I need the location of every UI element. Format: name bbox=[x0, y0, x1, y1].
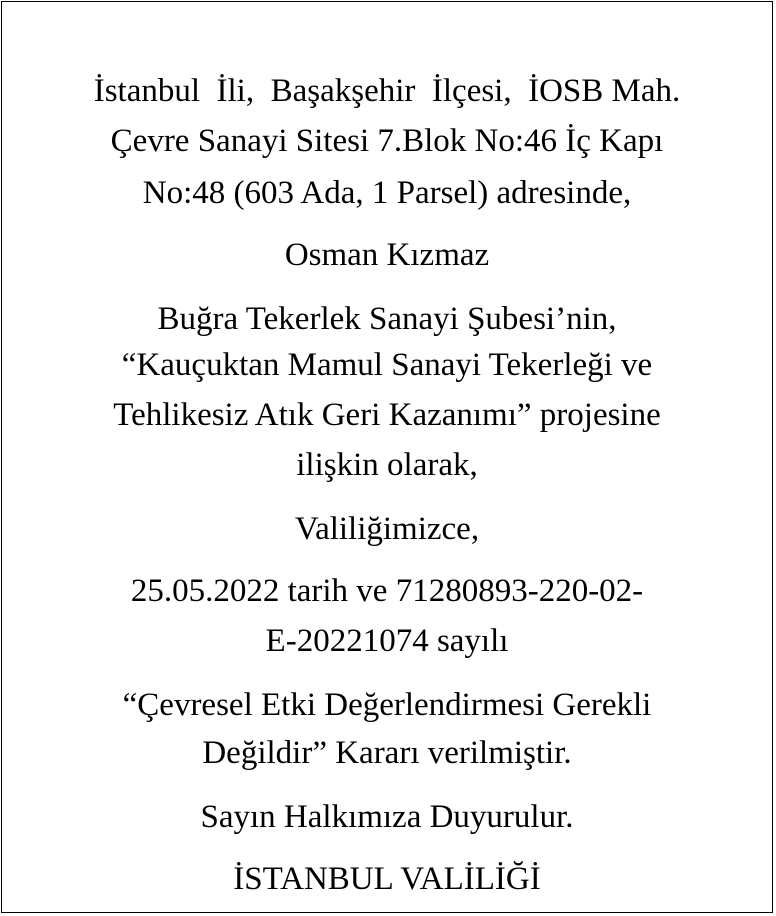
project-line-3: Tehlikesiz Atık Geri Kazanımı” projesine bbox=[113, 397, 661, 433]
project-line-4: ilişkin olarak, bbox=[296, 447, 478, 483]
project-line-2: “Kauçuktan Mamul Sanayi Tekerleği ve bbox=[121, 347, 653, 383]
public-notice bbox=[1, 1, 773, 913]
authority-line: Valiliğimizce, bbox=[294, 511, 480, 547]
address-line-1: İstanbul İli, Başakşehir İlçesi, İOSB Mah. bbox=[93, 73, 681, 109]
decision-line-1: “Çevresel Etki Değerlendirmesi Gerekli bbox=[122, 687, 652, 723]
decision-ref-line-1: 25.05.2022 tarih ve 71280893-220-02- bbox=[130, 573, 644, 609]
decision-ref-line-2: E-20221074 sayılı bbox=[265, 623, 509, 659]
owner-name: Osman Kızmaz bbox=[284, 237, 490, 273]
announcement-line: Sayın Halkımıza Duyurulur. bbox=[200, 799, 574, 835]
project-line-1: Buğra Tekerlek Sanayi Şubesi’nin, bbox=[157, 301, 617, 337]
signature-line: İSTANBUL VALİLİĞİ bbox=[233, 861, 541, 897]
address-line-3: No:48 (603 Ada, 1 Parsel) adresinde, bbox=[142, 175, 632, 211]
decision-line-2: Değildir” Kararı verilmiştir. bbox=[202, 735, 572, 771]
address-line-2: Çevre Sanayi Sitesi 7.Blok No:46 İç Kapı bbox=[110, 123, 664, 159]
